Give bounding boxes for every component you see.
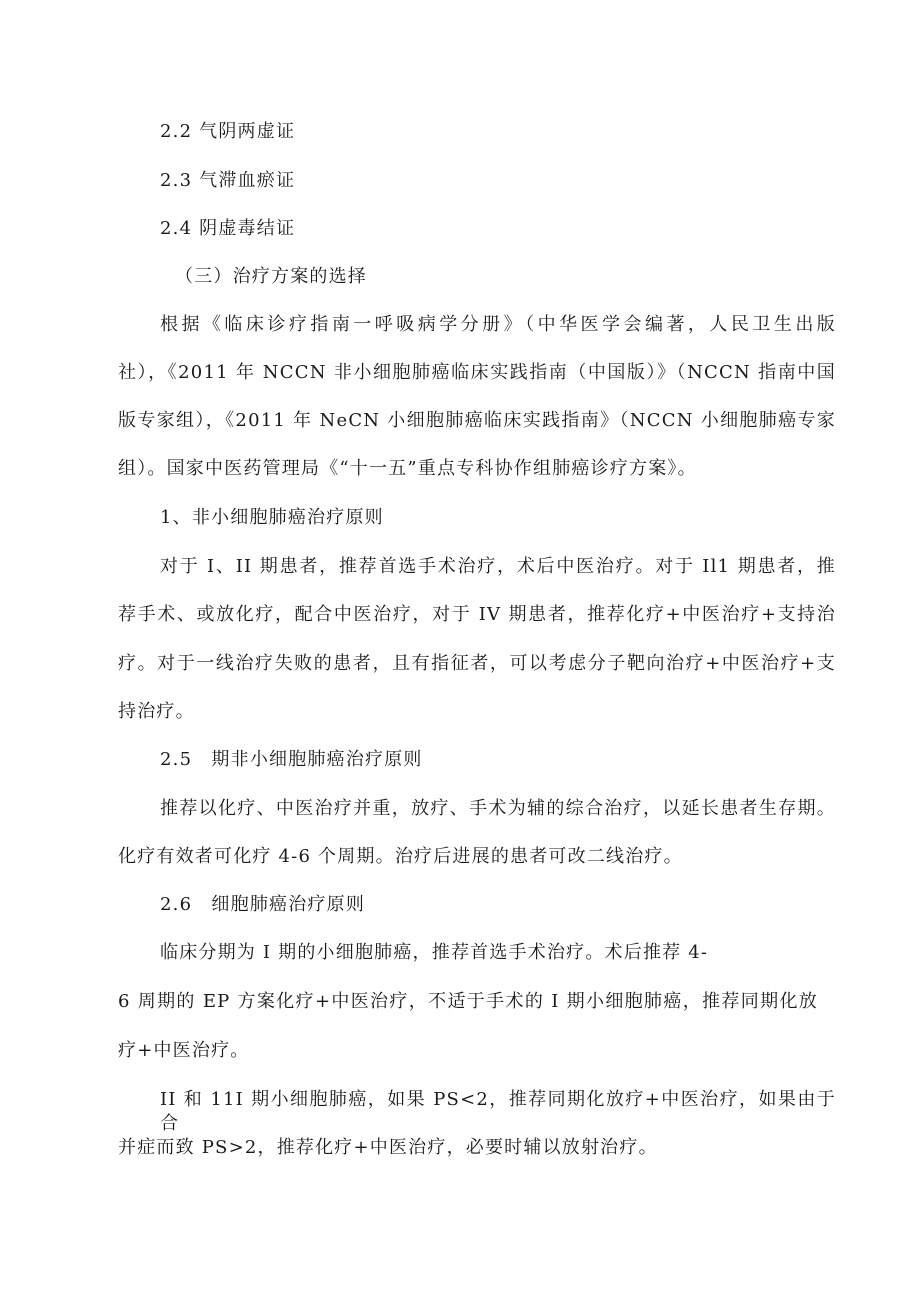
heading-2-5: 2.5 期非小细胞肺癌治疗原则 [160,749,423,770]
paragraph-small-cell-line: 并症而致 PS>2，推荐化疗+中医治疗，必要时辅以放射治疗。 [118,1137,658,1158]
paragraph-basis-line: 根据《临床诊疗指南一呼吸病学分册》（中华医学会编著，人民卫生出版 [160,314,836,335]
paragraph-small-cell-line: II 和 11I 期小细胞肺癌，如果 PS<2，推荐同期化放疗+中医治疗，如果由于合 [160,1089,836,1134]
heading-2-2: 2.2 气阴两虚证 [160,121,296,142]
paragraph-2-6-line: 临床分期为 I 期的小细胞肺癌，推荐首选手术治疗。术后推荐 4- [160,942,709,963]
paragraph-nsclc-line: 持治疗。 [118,701,195,722]
paragraph-nsclc-line: 疗。对于一线治疗失败的患者，且有指征者，可以考虑分子靶向治疗+中医治疗+支 [118,653,836,674]
paragraph-2-5-line: 推荐以化疗、中医治疗并重，放疗、手术为辅的综合治疗，以延长患者生存期。 [160,798,836,819]
heading-2-4: 2.4 阴虚毒结证 [160,218,296,239]
paragraph-basis-line: 社），《2011 年 NCCN 非小细胞肺癌临床实践指南（中国版）》（NCCN 指南中国 [118,362,836,383]
paragraph-nsclc-line: 荐手术、或放化疗，配合中医治疗，对于 IV 期患者，推荐化疗+中医治疗+支持治 [118,604,836,625]
heading-nsclc-principles: 1、非小细胞肺癌治疗原则 [160,507,384,528]
paragraph-basis-line: 组）。国家中医药管理局《“十一五”重点专科协作组肺癌诊疗方案》。 [118,458,697,479]
paragraph-2-6-line: 疗+中医治疗。 [118,1040,250,1061]
paragraph-2-6-line: 6 周期的 EP 方案化疗+中医治疗，不适于手术的 I 期小细胞肺癌，推荐同期化放 [118,991,818,1012]
heading-2-6: 2.6 细胞肺癌治疗原则 [160,894,366,915]
paragraph-nsclc-line: 对于 I、II 期患者，推荐首选手术治疗，术后中医治疗。对于 Il1 期患者，推 [160,556,836,577]
paragraph-2-5-line: 化疗有效者可化疗 4-6 个周期。治疗后进展的患者可改二线治疗。 [118,846,683,867]
heading-2-3: 2.3 气滞血瘀证 [160,170,296,191]
paragraph-basis-line: 版专家组），《2011 年 NeCN 小细胞肺癌临床实践指南》（NCCN 小细胞肺癌专家 [118,410,836,431]
heading-treatment-selection: （三）治疗方案的选择 [175,266,367,287]
